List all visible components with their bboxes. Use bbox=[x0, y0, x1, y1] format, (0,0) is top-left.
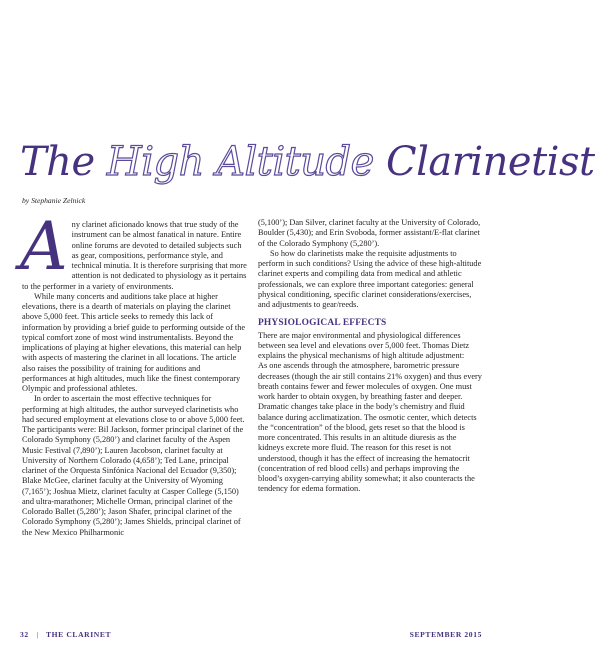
title-word-high: High bbox=[106, 139, 204, 185]
left-paragraph-3: In order to ascertain the most effective techniques for performing at high altitudes, the author surveyed clarinetists who had secured employment at elevations close to or above 5,000 feet. The participants were: Bil Jackson, former principal clarinet of the Colorado Symphony (5,280’) and clarinet faculty of the Aspen Music Festival (7,890’); Lauren Jacobson, clarinet faculty at University of Northern Colorado (4,658’); Ted Lane, principal clarinet of the Orquesta Sinfónica Nacional del Ecuador (9,350); Blake McGee, clarinet faculty at the University of Wyoming (7,165’); Joshua Mietz, clarinet faculty at Casper College (5,150) and ultra-marathoner; Michelle Orman, principal clarinet of the Colorado Ballet (5,280’); Jason Shafer, principal clarinet of the Colorado Symphony (5,280’); James Shields, principal clarinet of the New Mexico Philharmonic bbox=[22, 394, 245, 537]
right-column bbox=[258, 218, 482, 495]
title-word-altitude: Altitude bbox=[216, 139, 374, 185]
right-paragraph-2: So how do clarinetists make the requisite adjustments to perform in such conditions? Using the advice of these high-altitude clarinet experts and compiling data from medical and athletic professionals, we can explore three important categories: general physical conditioning, specific clarinet considerations/exercises, and adjustments to gear/reeds. bbox=[258, 248, 482, 309]
left-paragraph-1: ny clarinet aficionado knows that true study of the instrument can be almost fanatical in nature. Entire online forums are devoted to detailed subjects such as gear, compositions, performance style, and technical minutia. It is therefore surprising that more attention is not dedicated to physiology as it pertains to the performer in a variety of environments. bbox=[22, 220, 247, 291]
right-paragraph-1: (5,100’); Dan Silver, clarinet faculty at the University of Colorado, Boulder (5,430); and Erin Svoboda, former assistant/E-flat clarinet of the Colorado Symphony (5,280’). bbox=[258, 218, 481, 248]
left-paragraph-2: While many concerts and auditions take place at higher elevations, there is a dearth of materials on playing the clarinet above 5,000 feet. This article seeks to remedy this lack of information by providing a brief guide to performing outside of the typical comfort zone of most wind instrumentalists. Beyond the implications of playing at higher elevations, this material can help with aspects of mastering the clarinet in all locations. The article also raises the possibility of training for auditions and performances at high altitudes, much like the finest contemporary Olympic and professional athletes. bbox=[22, 291, 246, 393]
title-word-clarinetist: Clarinetist bbox=[386, 139, 595, 185]
magazine-name: THE CLARINET bbox=[46, 630, 112, 639]
issue-date: SEPTEMBER 2015 bbox=[409, 630, 482, 639]
page-number: 32 bbox=[20, 630, 29, 639]
footer-separator: | bbox=[37, 630, 40, 639]
title-word-the: The bbox=[20, 139, 95, 185]
page-footer bbox=[0, 630, 501, 642]
article-title bbox=[20, 134, 595, 190]
drop-cap: A bbox=[20, 208, 68, 285]
right-paragraph-3: There are major environmental and physiological differences between sea level and elevations over 5,000 feet. Thomas Dietz explains the physical mechanisms of high altitude adjustment: bbox=[258, 330, 470, 360]
block-quote: As one ascends through the atmosphere, barometric pressure decreases (though the air still contains 21% oxygen) and thus every breath contains fewer and fewer molecules of oxygen. One must work harder to obtain oxygen, by breathing faster and deeper. Dramatic changes take place in the body’s chemistry and fluid balance during acclimatization. The osmotic center, which detects the “concentration” of the blood, gets reset so that the blood is more concentrated. This results in an altitude diuresis as the kidneys excrete more fluid. The reason for this reset is not understood, though it has the effect of increasing the hematocrit (concentration of red blood cells) and perhaps improving the blood’s oxygen-carrying ability somewhat; it also counteracts the tendency for edema formation. bbox=[258, 361, 482, 494]
left-column bbox=[20, 208, 247, 538]
section-heading: PHYSIOLOGICAL EFFECTS bbox=[258, 318, 387, 329]
byline: by Stephanie Zelnick bbox=[22, 196, 86, 205]
